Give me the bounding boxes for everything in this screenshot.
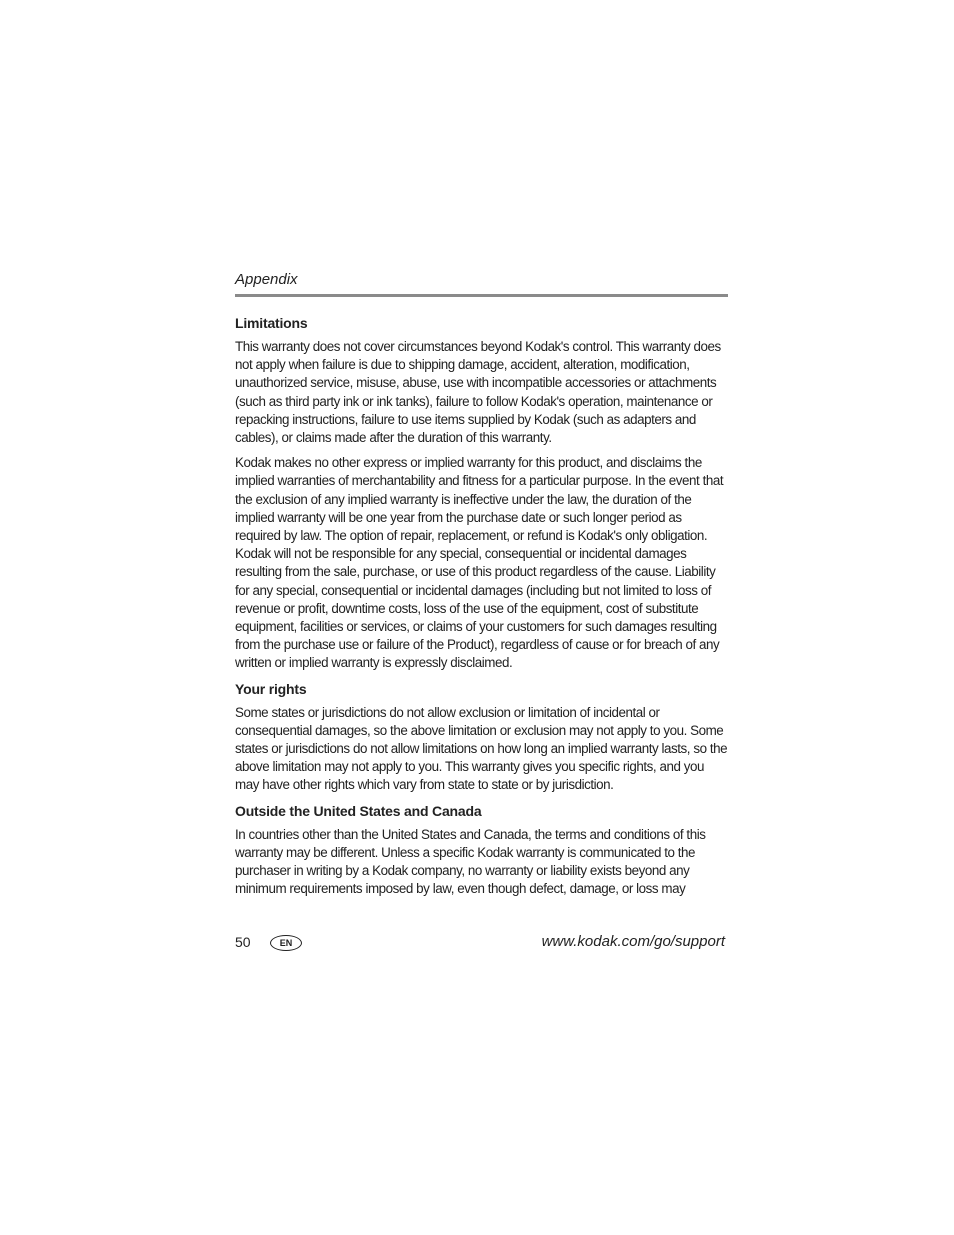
language-badge-icon: EN <box>270 935 302 951</box>
section-your-rights <box>235 680 728 795</box>
paragraph: This warranty does not cover circumstances beyond Kodak's control. This warranty does not apply when failure is due to shipping damage, accident, alteration, modification, unauthorized service, misuse, abuse, use with incompatible accessories or attachments (such as third party ink or ink tanks), failure to follow Kodak's operation, maintenance or repacking instructions, failure to use items supplied by Kodak (such as adapters and cables), or claims made after the duration of this warranty. <box>235 339 721 446</box>
section-outside-us-canada <box>235 802 728 899</box>
paragraph: Some states or jurisdictions do not allow exclusion or limitation of incidental or consequential damages, so the above limitation or exclusion may not apply to you. Some states or jurisdictions do not allow limitations on how long an implied warranty lasts, so the above limitation may not apply to you. This warranty gives you specific rights, and you may have other rights which vary from state to state or by jurisdiction. <box>235 704 728 793</box>
page-footer <box>235 930 725 954</box>
section-heading: Outside the United States and Canada <box>235 802 482 819</box>
page-number: 50 <box>235 934 251 950</box>
section-limitations <box>235 314 728 673</box>
paragraph: Kodak makes no other express or implied warranty for this product, and disclaims the implied warranties of merchantability and fitness for a particular purpose. In the event that the exclusion of any implied warranty is ineffective under the law, the duration of the implied warranty will be one year from the purchase date or such longer period as required by law. The option of repair, replacement, or refund is Kodak's only obligation. Kodak will not be responsible for any special, consequential or incidental damages resulting from the sale, purchase, or use of this product regardless of the cause. Liability for any special, consequential or incidental damages (including but not limited to loss of revenue or profit, downtime costs, loss of the use of the equipment, cost of substitute equipment, facilities or services, or claims of your customers for such damages resulting from the purchase use or failure of the Product), regardless of cause or for breach of any written or implied warranty is expressly disclaimed. <box>235 455 724 671</box>
support-url: www.kodak.com/go/support <box>541 933 725 950</box>
document-page <box>235 268 728 905</box>
header-rule <box>235 294 728 297</box>
running-header: Appendix <box>235 271 298 288</box>
section-heading: Limitations <box>235 315 308 331</box>
paragraph: In countries other than the United States and Canada, the terms and conditions of this warranty may be different. Unless a specific Kodak warranty is communicated to the purchaser in writing by a Kodak company, no warranty or liability exists beyond any minimum requirements imposed by law, even though defect, damage, or loss may <box>235 826 706 897</box>
section-heading: Your rights <box>235 680 307 697</box>
